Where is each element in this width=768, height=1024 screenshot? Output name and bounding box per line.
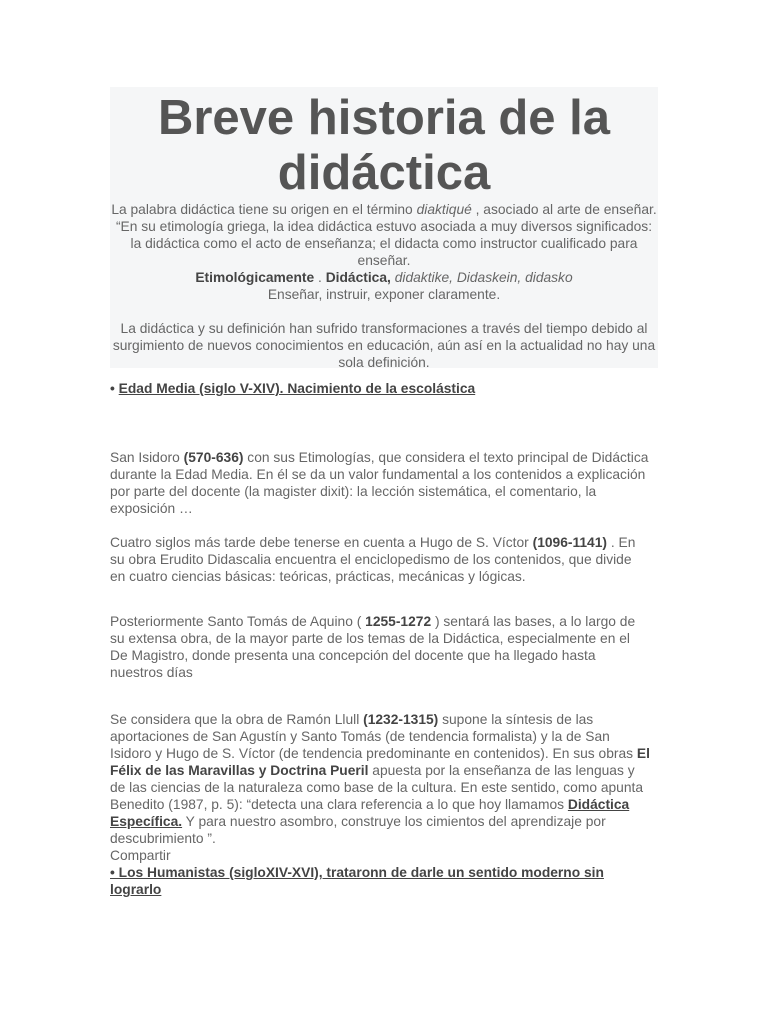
paragraph-hugo (110, 534, 650, 585)
paragraph-llull (110, 711, 650, 847)
article-body (110, 380, 650, 898)
hugo-years: (1096-1141) (532, 535, 608, 550)
hugo-text-b: . En su obra Erudito Didascalia encuentra el enciclopedismo de los contenidos, que divide en cuatro ciencias básicas: teóricas, prácticas, mecánicas y lógicas. (110, 535, 636, 584)
isidoro-years: (570-636) (183, 450, 244, 465)
llull-text-a: Se considera que la obra de Ramón Llull (110, 712, 364, 727)
intro-paragraph (110, 201, 658, 269)
intro-text-a: La palabra didáctica tiene su origen en el término (111, 202, 417, 217)
isidoro-text-b: con sus Etimologías, que considera el texto principal de Didáctica durante la Edad Media. En él se da un valor fundamental a los contenidos a explicación por parte del docente (la magister dixit): la lección sistemática, el comentario, la exposición … (110, 450, 649, 516)
etymology-word: Didáctica, (325, 270, 391, 285)
llull-text-d: Y para nuestro asombro, construye los cimientos del aprendizaje por descubrimiento ”. (110, 814, 606, 846)
paragraph-isidoro (110, 449, 650, 517)
didactica-especifica-link[interactable]: Didáctica Específica. (110, 797, 630, 829)
llull-works: El Félix de las Maravillas y Doctrina Pueril (110, 746, 650, 778)
tomas-text-a: Posteriormente Santo Tomás de Aquino ( (110, 614, 366, 629)
bullet: • (110, 381, 119, 396)
page-title: Breve historia de la didáctica (157, 91, 611, 200)
section-heading-link[interactable]: Edad Media (siglo V-XIV). Nacimiento de la escolástica (118, 381, 476, 396)
etymology-line (110, 269, 658, 286)
section-heading-edad-media (110, 380, 650, 397)
intro-term: diaktiqué (416, 202, 472, 217)
tomas-years: 1255-1272 (365, 614, 432, 629)
etymology-variants: didaktike, Didaskein, didasko (390, 270, 573, 285)
tomas-text-b: ) sentará las bases, a lo largo de su extensa obra, de la mayor parte de los temas de la Didáctica, especialmente en el De Magistro, donde presenta una concepción del docente que ha llegado hasta nuestros días (110, 614, 636, 680)
hugo-text-a: Cuatro siglos más tarde debe tenerse en cuenta a Hugo de S. Víctor (110, 535, 533, 550)
share-link[interactable]: Compartir (110, 848, 171, 863)
header-box (110, 87, 658, 368)
isidoro-text-a: San Isidoro (110, 450, 184, 465)
llull-text-c: apuesta por la enseñanza de las lenguas y de las ciencias de la naturaleza como base de la cultura. En este sentido, como apunta Benedito (1987, p. 5): “detecta una clara referencia a lo que hoy llamamos (110, 763, 644, 812)
etymology-label: Etimológicamente (195, 270, 315, 285)
etymology-meaning: Enseñar, instruir, exponer claramente. (267, 287, 501, 302)
llull-text-b: supone la síntesis de las aportaciones de San Agustín y Santo Tomás (de tendencia formalista) y la de San Isidoro y Hugo de S. Víctor (de tendencia predominante en contenidos). En sus obras (110, 712, 637, 761)
definition-paragraph: La didáctica y su definición han sufrido transformaciones a través del tiempo debido al surgimiento de nuevos conocimientos en educación, aún así en la actualidad no hay una sola definición. (112, 321, 656, 370)
llull-years: (1232-1315) (363, 712, 439, 727)
section-heading-humanistas[interactable]: • Los Humanistas (sigloXIV-XVI), trataronn de darle un sentido moderno sin lograrlo (110, 865, 604, 897)
paragraph-tomas (110, 613, 650, 681)
etymology-sep: . (314, 270, 326, 285)
intro-text-b: , asociado al arte de enseñar. “En su etimología griega, la idea didáctica estuvo asociada a muy diversos significados: la didáctica como el acto de enseñanza; el didacta como instructor cualificado para enseñar. (115, 202, 657, 268)
